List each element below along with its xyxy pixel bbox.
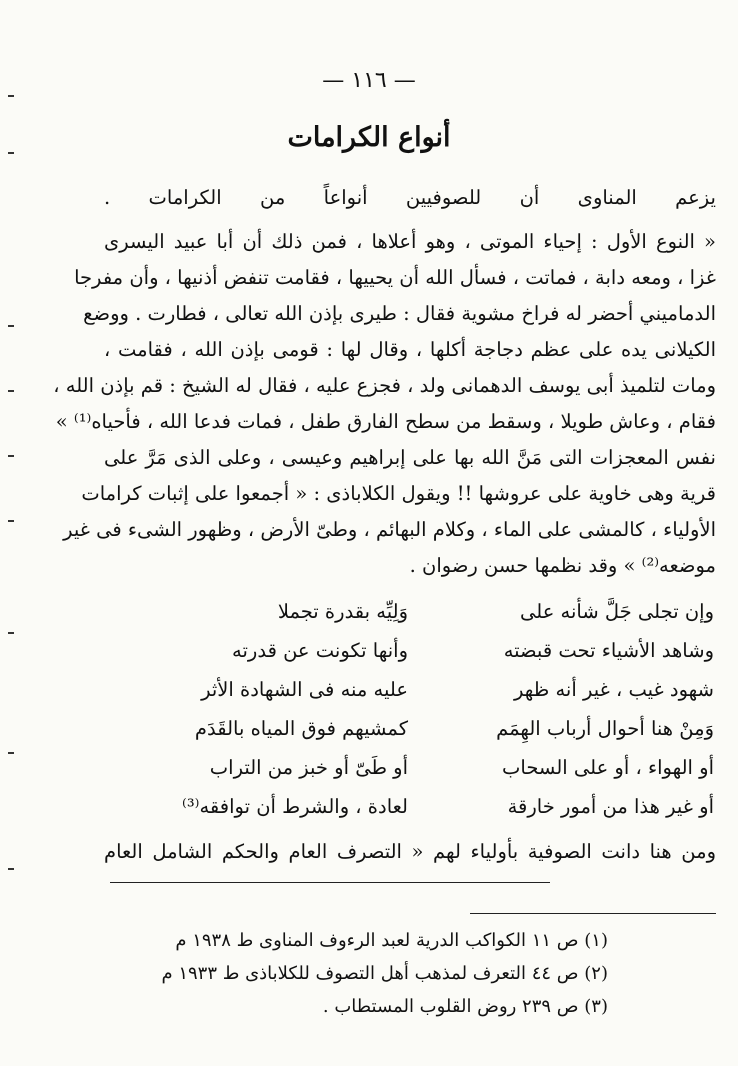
scan-mark <box>8 390 14 392</box>
body-line: الكيلانى يده على عظم دجاجة أكلها ، وقال لها : قومى بإذن الله ، فقامت ، <box>104 338 716 361</box>
verse-first-hemistich: وشاهد الأشياء تحت قبضته <box>503 639 714 662</box>
verse-second-hemistich: وَلِيِّه بقدرة تجملا <box>277 600 408 623</box>
verse-first-hemistich: أو غير هذا من أمور خارقة <box>507 795 714 818</box>
footnote: (١) ص ١١ الكواكب الدرية لعبد الرءوف المناوى ط ١٩٣٨ م <box>175 930 608 951</box>
verse-first-hemistich: أو الهواء ، أو على السحاب <box>502 756 714 779</box>
verse-second-hemistich: كمشيهم فوق المياه بالقَدَم <box>194 717 408 740</box>
verse-second-hemistich: أو طَىّ أو خبز من التراب <box>209 756 408 779</box>
scan-mark <box>8 152 14 154</box>
scan-mark <box>8 95 14 97</box>
footnote: (٣) ص ٢٣٩ روض القلوب المستطاب . <box>322 996 608 1017</box>
scan-mark <box>8 520 14 522</box>
verse-second-hemistich: عليه منه فى الشهادة الأثر <box>201 678 408 701</box>
scan-mark <box>8 632 14 634</box>
body-line: قرية وهى خاوية على عروشها !! ويقول الكلاباذى : « أجمعوا على إثبات كرامات <box>81 482 716 505</box>
closing-underline <box>110 882 550 883</box>
scan-mark <box>8 868 14 870</box>
body-line: نفس المعجزات التى مَنَّ الله بها على إبراهيم وعيسى ، وعلى الذى مَرَّ على <box>104 446 716 469</box>
footnote-separator <box>470 913 716 914</box>
body-line: « النوع الأول : إحياء الموتى ، وهو أعلاها ، فمن ذلك أن أبا عبيد اليسرى <box>104 230 716 253</box>
body-line: ومات لتلميذ أبى يوسف الدهمانى ولد ، فجزع عليه ، فقال له الشيخ : قم بإذن الله ، <box>53 374 716 397</box>
closing-line: ومن هنا دانت الصوفية بأولياء لهم « التصرف العام والحكم الشامل العام <box>104 840 716 863</box>
body-line: الدماميني أحضر له فراخ مشوية فقال : طيرى بإذن الله تعالى ، فطارت . ووضع <box>83 302 716 325</box>
scan-mark <box>8 752 14 754</box>
scan-mark <box>8 455 14 457</box>
body-line: موضعه⁽²⁾ » وقد نظمها حسن رضوان . <box>409 554 716 577</box>
body-line: غزا ، ومعه دابة ، فماتت ، فسأل الله أن يحييها ، فقامت تنفض أذنيها ، وأن مفرجا <box>74 266 716 289</box>
intro-line: يزعم المناوى أن للصوفيين أنواعاً من الكرامات . <box>104 186 716 209</box>
verse-second-hemistich: لعادة ، والشرط أن توافقه⁽³⁾ <box>182 795 408 818</box>
page-number: — ١١٦ — <box>322 68 416 93</box>
verse-first-hemistich: وَمِنْ هنا أحوال أرباب الهِمَم <box>496 717 714 740</box>
verse-first-hemistich: شهود غيب ، غير أنه ظهر <box>513 678 714 701</box>
verse-first-hemistich: وإن تجلى جَلَّ شأنه على <box>519 600 714 623</box>
scan-mark <box>8 325 14 327</box>
page-title: أنواع الكرامات <box>287 122 451 153</box>
body-line: فقام ، وعاش طويلا ، وسقط من سطح الفارق طفل ، فمات فدعا الله ، فأحياه⁽¹⁾ » <box>55 410 716 433</box>
body-line: الأولياء ، كالمشى على الماء ، وكلام البهائم ، وطىّ الأرض ، وظهور الشىء فى غير <box>63 518 716 541</box>
footnote: (٢) ص ٤٤ التعرف لمذهب أهل التصوف للكلاباذى ط ١٩٣٣ م <box>161 963 608 984</box>
verse-second-hemistich: وأنها تكونت عن قدرته <box>232 639 408 662</box>
